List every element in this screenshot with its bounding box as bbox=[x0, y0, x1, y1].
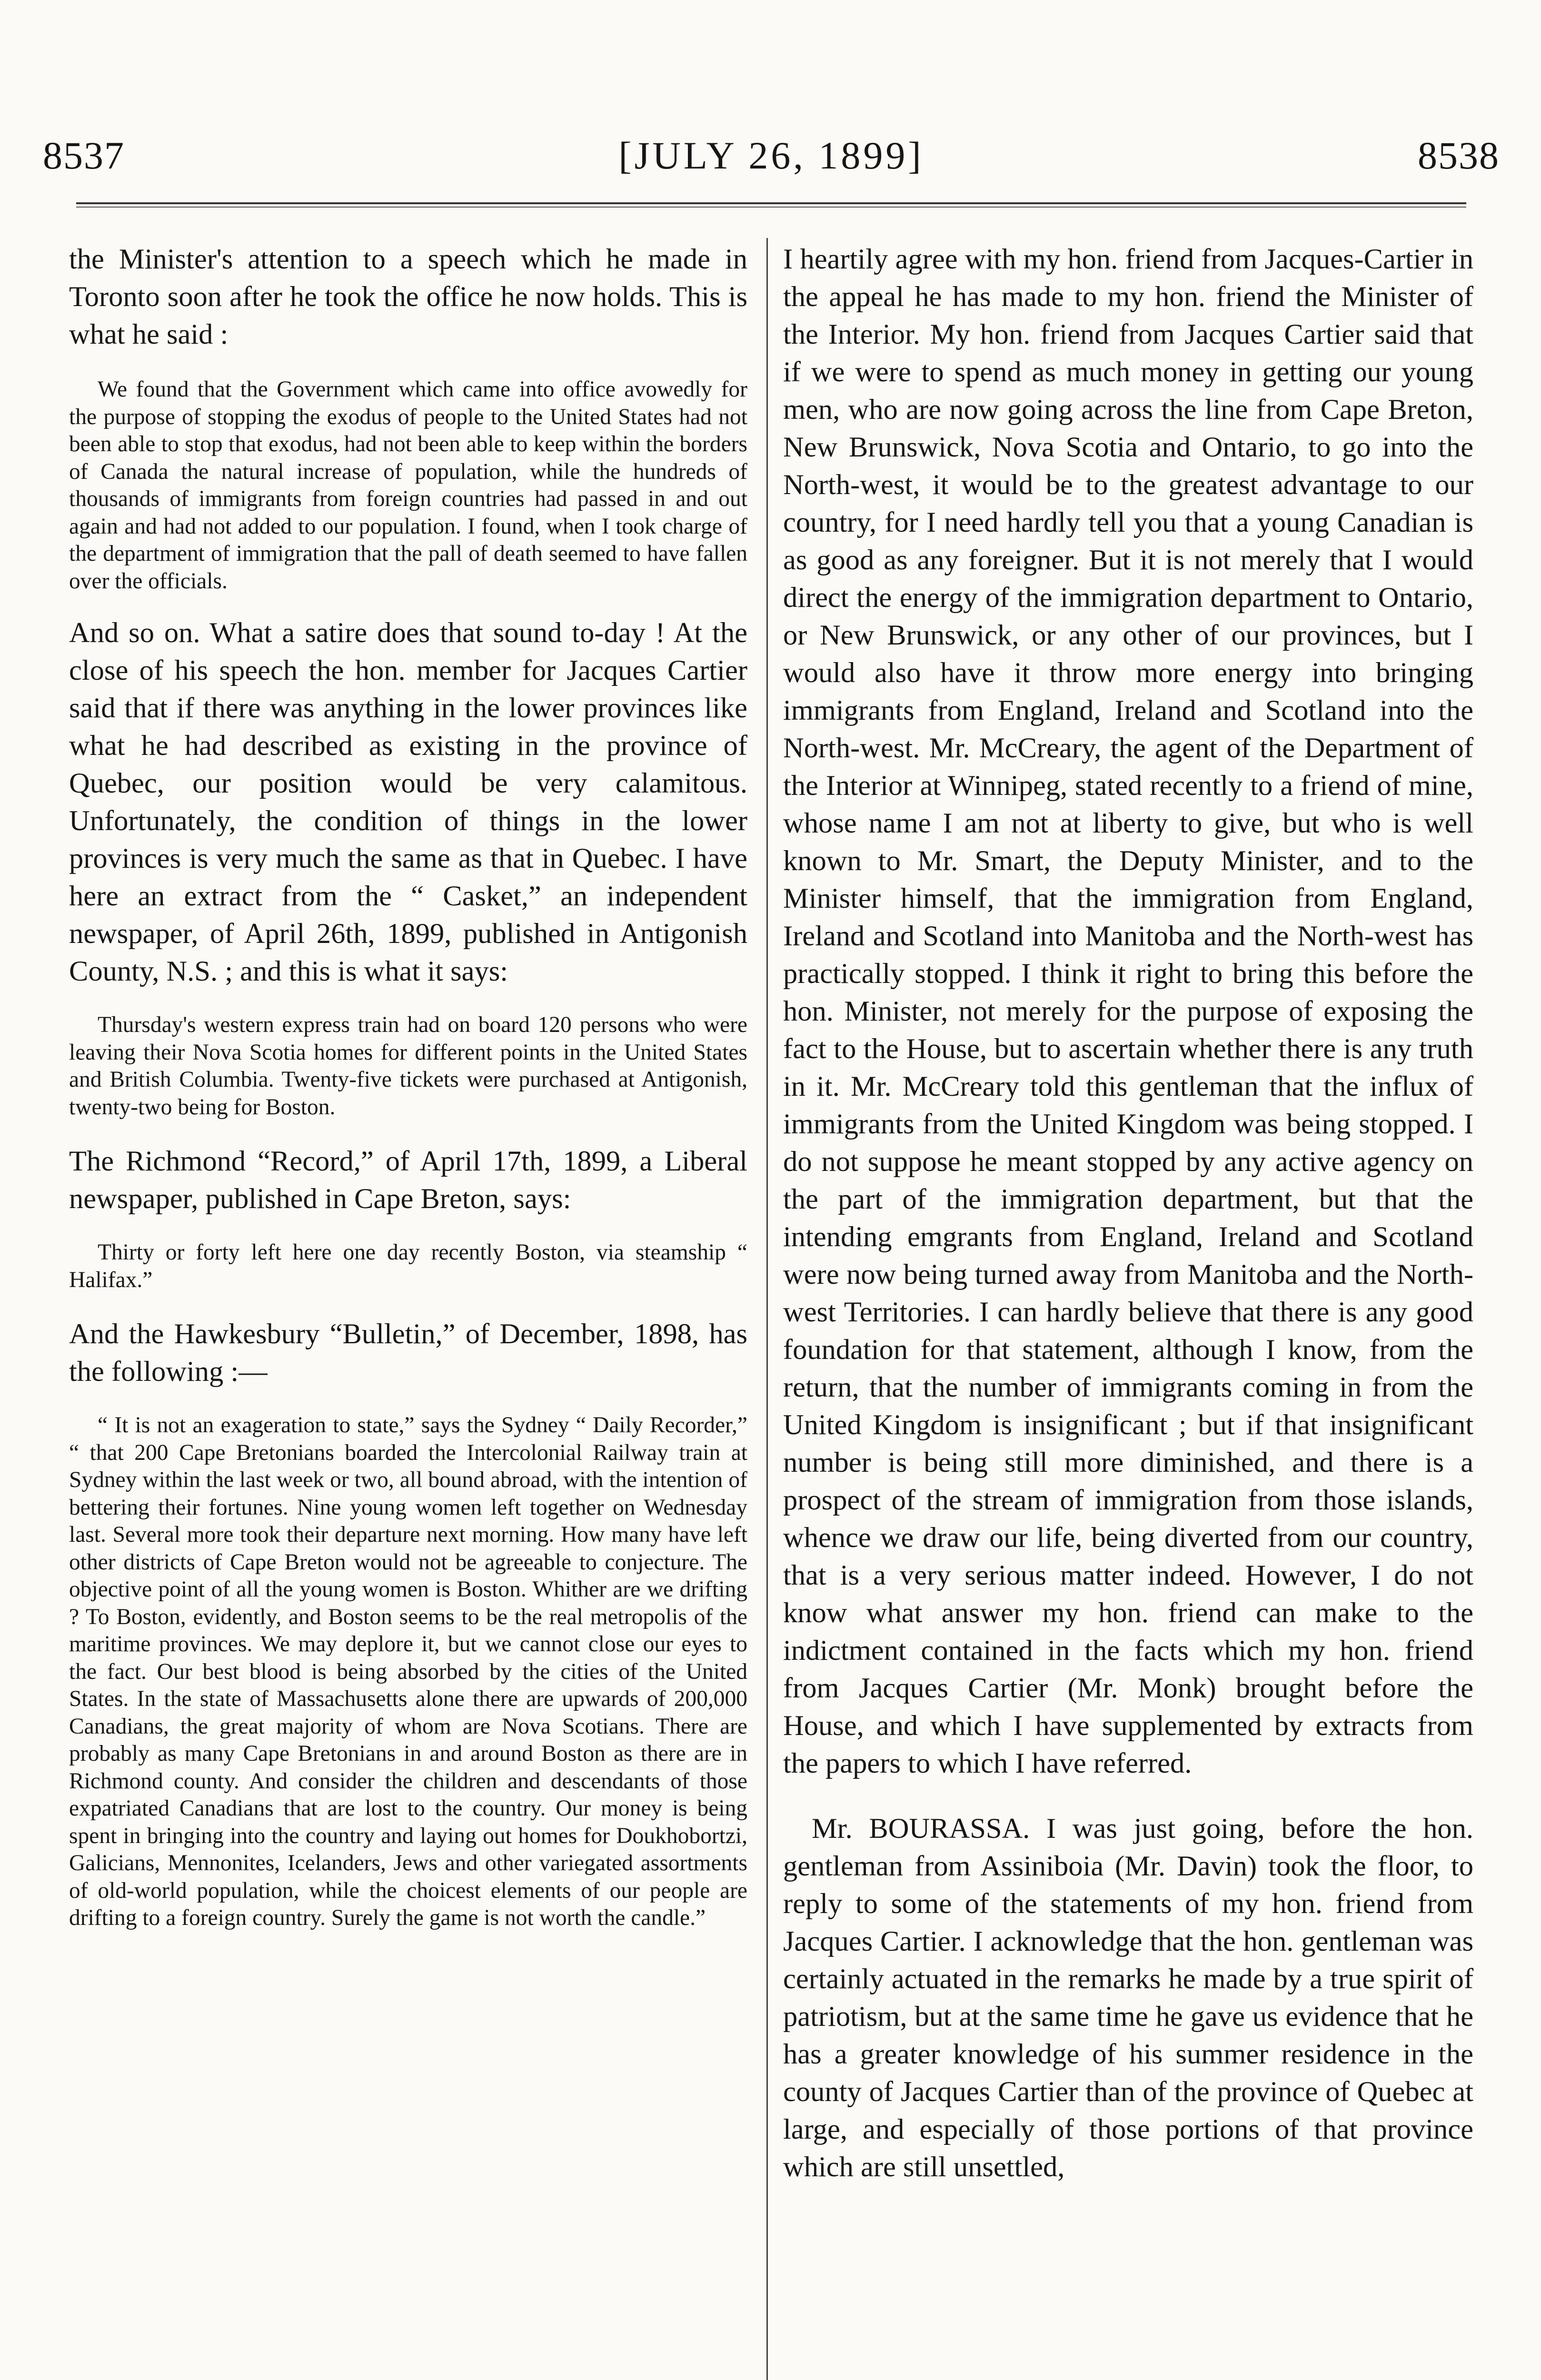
header-rule bbox=[76, 202, 1466, 208]
right-column bbox=[783, 240, 1473, 2186]
page-number-right: 8538 bbox=[1418, 134, 1500, 177]
left-paragraph-2: And so on. What a satire does that sound to-day ! At the close of his speech the hon. member for Jacques Cartier said that if there was anything in the lower provinces like what he had described as existing in the province of Quebec, our position would be very calamitous. Unfortunately, the condition of things in the lower provinces is very much the same as that in Quebec. I have here an extract from the “ Casket,” an independent newspaper, of April 26th, 1899, published in Antigonish County, N.S. ; and this is what it says: bbox=[69, 617, 747, 987]
column-divider bbox=[766, 238, 768, 2380]
quote-casket: Thursday's western express train had on board 120 persons who were leaving their Nova Scotia homes for different points in the United States and British Columbia. Twenty-five tickets were purchased at Antigonish, twenty-two being for Boston. bbox=[69, 1012, 747, 1120]
right-paragraph-2: Mr. BOURASSA. I was just going, before the hon. gentleman from Assiniboia (Mr. Davin) took the floor, to reply to some of the statements of my hon. friend from Jacques Cartier. I acknowledge that the hon. gentleman was certainly actuated in the remarks he made by a true spirit of patriotism, but at the same time he gave us evidence that he has a greater knowledge of his summer residence in the county of Jacques Cartier than of the province of Quebec at large, and especially of those portions of that province which are still unsettled, bbox=[783, 1813, 1473, 2183]
left-paragraph-4: And the Hawkesbury “Bulletin,” of December, 1898, has the following :— bbox=[69, 1318, 747, 1388]
quote-minister-speech: We found that the Government which came into office avowedly for the purpose of stopping the exodus of people to the United States had not been able to stop that exodus, had not been able to keep within the borders of Canada the natural increase of population, while the hundreds of thousands of immigrants from foreign countries had passed in and out again and had not added to our population. I found, when I took charge of the department of immigration that the pall of death seemed to have fallen over the officials. bbox=[69, 377, 747, 594]
left-paragraph-1: the Minister's attention to a speech which he made in Toronto soon after he took the office he now holds. This is what he said : bbox=[69, 243, 747, 350]
quote-bulletin: “ It is not an exageration to state,” says the Sydney “ Daily Recorder,” “ that 200 Cape Bretonians boarded the Intercolonial Railway train at Sydney within the last week or two, all bound abroad, with the intention of bettering their fortunes. Nine young women left together on Wednesday last. Several more took their departure next morning. How many have left other districts of Cape Breton would not be agreeable to conjecture. The objective point of all the young women is Boston. Whither are we drifting ? To Boston, evidently, and Boston seems to be the real metropolis of the maritime provinces. We may deplore it, but we cannot close our eyes to the fact. Our best blood is being absorbed by the cities of the United States. In the state of Massachusetts alone there are upwards of 200,000 Canadians, the great majority of whom are Nova Scotians. There are probably as many Cape Bretonians in and around Boston as there are in Richmond county. And consider the children and descendants of those expatriated Canadians that are lost to the country. Our money is being spent in bringing into the country and laying out homes for Doukhobortzi, Galicians, Mennonites, Icelanders, Jews and other variegated assortments of old-world population, while the choicest elements of our people are drifting to a foreign country. Surely the game is not worth the candle.” bbox=[69, 1413, 747, 1930]
page-header bbox=[43, 133, 1500, 186]
right-paragraph-1: I heartily agree with my hon. friend from Jacques-Cartier in the appeal he has made to my hon. friend the Minister of the Interior. My hon. friend from Jacques Cartier said that if we were to spend as much money in getting our young men, who are now going across the line from Cape Breton, New Brunswick, Nova Scotia and Ontario, to go into the North-west, it would be to the greatest advantage to our country, for I need hardly tell you that a young Canadian is as good as any foreigner. But it is not merely that I would direct the energy of the immigration department to Ontario, or New Brunswick, or any other of our provinces, but I would also have it throw more energy into bringing immigrants from England, Ireland and Scotland into the North-west. Mr. McCreary, the agent of the Department of the Interior at Winnipeg, stated recently to a friend of mine, whose name I am not at liberty to give, but who is well known to Mr. Smart, the Deputy Minister, and to the Minister himself, that the immigration from England, Ireland and Scotland into Manitoba and the North-west has practically stopped. I think it right to bring this before the hon. Minister, not merely for the purpose of exposing the fact to the House, but to ascertain whether there is any truth in it. Mr. McCreary told this gentleman that the influx of immigrants from the United Kingdom was being stopped. I do not suppose he meant stopped by any active agency on the part of the immigration department, but that the intending emgrants from England, Ireland and Scotland were now being turned away from Manitoba and the North-west Territories. I can hardly believe that there is any good foundation for that statement, although I know, from the return, that the number of immigrants coming in from the United Kingdom is insignificant ; but if that insignificant number is being still more diminished, and there is a prospect of the stream of immigration from those islands, whence we draw our life, being diverted from our country, that is a very serious matter indeed. However, I do not know what answer my hon. friend can make to the indictment contained in the facts which my hon. friend from Jacques Cartier (Mr. Monk) brought before the House, and which I have supplemented by extracts from the papers to which I have referred. bbox=[783, 243, 1473, 1779]
left-column bbox=[69, 240, 747, 1932]
quote-record: Thirty or forty left here one day recently Boston, via steamship “ Halifax.” bbox=[69, 1240, 747, 1292]
left-paragraph-3: The Richmond “Record,” of April 17th, 1899, a Liberal newspaper, published in Cape Breton, says: bbox=[69, 1145, 747, 1215]
page-number-left: 8537 bbox=[43, 134, 125, 177]
page-date: [JULY 26, 1899] bbox=[618, 134, 924, 177]
